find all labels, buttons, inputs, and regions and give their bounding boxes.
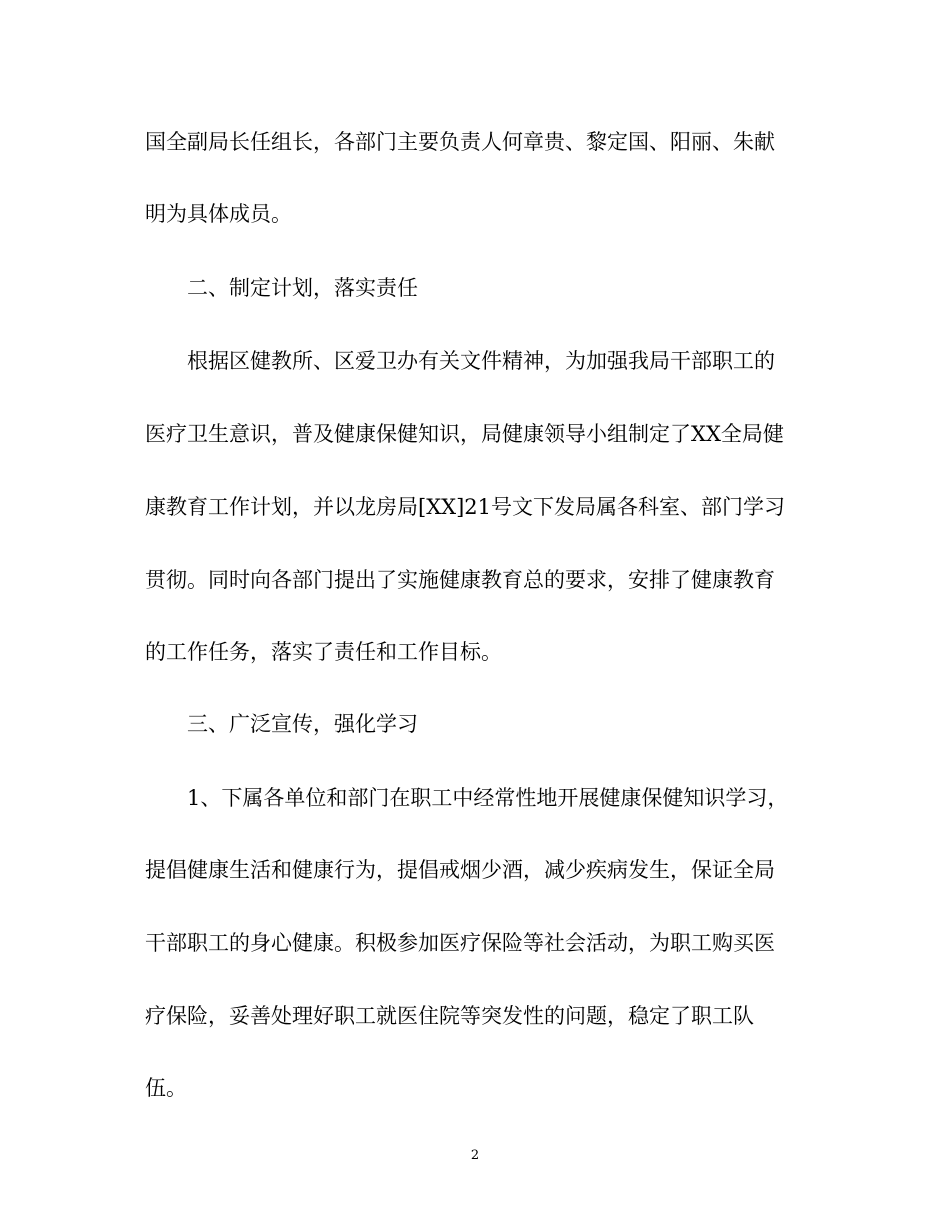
text-line: 提倡健康生活和健康行为，提倡戒烟少酒，减少疾病发生，保证全局: [145, 858, 775, 882]
text-line: 疗保险，妥善处理好职工就医住院等突发性的问题，稳定了职工队: [145, 1004, 754, 1028]
text-line: 国全副局长任组长，各部门主要负责人何章贵、黎定国、阳丽、朱献: [145, 130, 775, 154]
page-number: 2: [470, 1148, 480, 1163]
text-line: 1、下属各单位和部门在职工中经常性地开展健康保健知识学习，: [187, 786, 789, 810]
text-line: 医疗卫生意识，普及健康保健知识，局健康领导小组制定了XX全局健: [145, 422, 784, 446]
text-line: 的工作任务，落实了责任和工作目标。: [145, 640, 502, 664]
text-line: 根据区健教所、区爱卫办有关文件精神，为加强我局干部职工的: [187, 349, 775, 373]
text-line: 干部职工的身心健康。积极参加医疗保险等社会活动，为职工购买医: [145, 931, 775, 955]
text-line: 康教育工作计划，并以龙房局[XX]21号文下发局属各科室、部门学习: [145, 495, 786, 519]
text-line: 明为具体成员。: [145, 202, 292, 226]
section-heading: 二、制定计划，落实责任: [187, 276, 418, 300]
text-line: 伍。: [145, 1076, 187, 1100]
text-line: 贯彻。同时向各部门提出了实施健康教育总的要求，安排了健康教育: [145, 568, 775, 592]
section-heading: 三、广泛宣传，强化学习: [187, 712, 418, 736]
